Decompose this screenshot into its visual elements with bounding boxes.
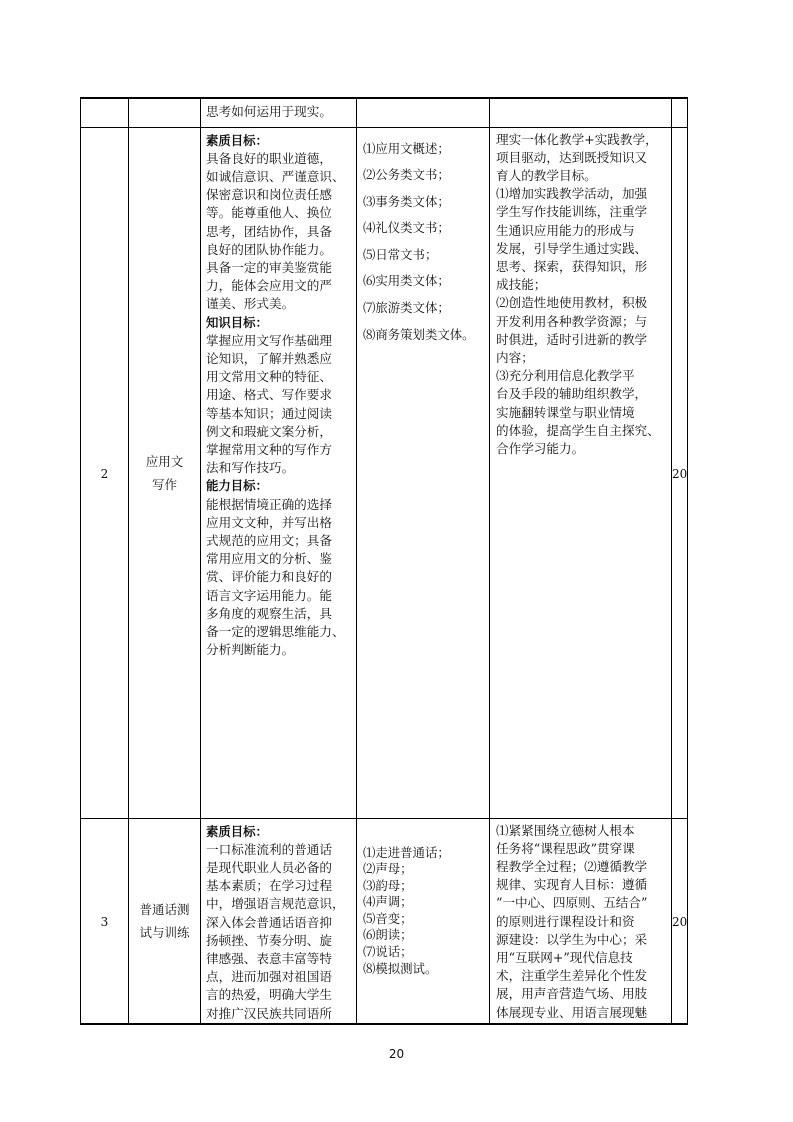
content-item: ⑷礼仪类文书； [363, 220, 450, 236]
table-row [81, 127, 688, 818]
cell-contents [357, 127, 490, 818]
method-line: 内容； [496, 349, 534, 365]
method-line: 规律、实现育人目标：遵循 [496, 877, 648, 893]
method-line: 任务将“课程思政”贯穿课 [496, 840, 635, 856]
method-line: 台及手段的辅助组织教学， [496, 386, 648, 402]
method-line: 项目驱动，达到既授知识又 [496, 149, 648, 165]
content-item: ⑵声母； [363, 861, 413, 877]
goal-line: 扬顿挫、节奏分明、旋 [206, 932, 332, 948]
goal-line: 具备良好的职业道德， [206, 150, 332, 166]
content-item: ⑴应用文概述； [363, 140, 450, 156]
goal-line: 用途、格式、写作要求 [206, 387, 332, 403]
content-item: ⑺旅游类文体； [363, 300, 450, 316]
goal-line: 掌握常用文种的写作方 [206, 441, 332, 457]
cell-methods [490, 818, 672, 1024]
goal-line: 分析判断能力。 [206, 642, 295, 658]
goal-line: 等基本知识；通过阅读 [206, 405, 332, 421]
goal-line: 语言文字运用能力。能 [206, 587, 332, 603]
cell-contents [357, 818, 490, 1024]
goal-line: 保密意识和岗位责任感 [206, 187, 332, 203]
method-line: 程教学全过程；⑵遵循教学 [496, 858, 648, 874]
goal-line: 法和写作技巧。 [206, 460, 295, 476]
content-item: ⑹实用类文体； [363, 273, 450, 289]
goal-line: 是现代职业人员必备的 [206, 859, 332, 875]
content-item: ⑴走进普通话； [363, 844, 450, 860]
course-name-line: 试与训练 [139, 924, 190, 940]
method-line: 术，注重学生差异化个性发 [496, 968, 648, 984]
method-line: 时俱进，适时引进新的教学 [496, 331, 648, 347]
method-line: 学生写作技能训练，注重学 [496, 204, 648, 220]
content-item: ⑺说话； [363, 944, 413, 960]
methods-list [490, 819, 671, 1022]
goal-line: 良好的团队协作能力。 [206, 241, 332, 257]
cell-course-name [129, 127, 201, 818]
course-name-line: 普通话测 [139, 901, 190, 917]
method-line: ⑴紧紧围绕立德树人根本 [496, 822, 635, 838]
course-name-line: 应用文 [145, 453, 184, 469]
method-line: 源建设：以学生为中心；采 [496, 931, 648, 947]
course-table [80, 97, 688, 1025]
goal-line: 具备一定的审美鉴赏能 [206, 259, 332, 275]
goal-line: 例文和瑕疵文案分析， [206, 423, 332, 439]
goal-line: 言的热爱，明确大学生 [206, 987, 332, 1003]
methods-list [490, 128, 671, 459]
method-line: ⑶充分利用信息化教学平 [496, 368, 635, 384]
goal-line: 对推广汉民族共同语所 [206, 1005, 332, 1021]
cell-goals [201, 98, 357, 127]
method-line: 实施翻转课堂与职业情境 [496, 404, 635, 420]
content-item: ⑻模拟测试。 [363, 960, 438, 976]
method-line: 育人的教学目标。 [496, 167, 597, 183]
method-line: 成技能； [496, 277, 547, 293]
content-item: ⑹朗读； [363, 927, 413, 943]
method-line: 用“互联网+”现代信息技 [496, 949, 633, 965]
goal-line: 用文常用文种的特征、 [206, 369, 332, 385]
content-item: ⑻商务策划类文体。 [363, 326, 475, 342]
goal-heading: 素质目标： [206, 132, 268, 148]
cell-course-name [129, 818, 201, 1024]
goal-line: 赏、评价能力和良好的 [206, 569, 332, 585]
cell-methods [490, 98, 672, 127]
goal-line: 思考，团结协作，具备 [206, 223, 332, 239]
contents-list [357, 128, 489, 349]
cell-contents [357, 98, 490, 127]
method-line: 理实一体化教学+实践教学， [496, 131, 658, 147]
contents-list [357, 819, 489, 978]
goal-line: 等。能尊重他人、换位 [206, 205, 332, 221]
cell-goals [201, 818, 357, 1024]
goal-heading: 素质目标： [206, 823, 268, 839]
cell-hours: 20 [672, 818, 688, 1024]
method-line: 生通识应用能力的形成与 [496, 222, 635, 238]
goal-line: 思考如何运用于现实。 [206, 104, 332, 119]
page-number: 20 [388, 1047, 405, 1061]
goal-line: 如诚信意识、严谨意识、 [206, 168, 345, 184]
cell-number: 3 [81, 818, 129, 1024]
method-line: 的体验，提高学生自主探究、 [496, 422, 660, 438]
course-name-line: 写作 [151, 476, 177, 492]
method-line: 体展现专业、用语言展现魅 [496, 1004, 648, 1020]
method-line: ⑴增加实践教学活动，加强 [496, 186, 648, 202]
content-item: ⑶韵母； [363, 877, 413, 893]
method-line: 展，用声音营造气场、用肢 [496, 986, 648, 1002]
goal-line: 一口标准流利的普通话 [206, 841, 332, 857]
cell-number: 2 [81, 127, 129, 818]
goal-heading: 知识目标： [206, 314, 268, 330]
content-item: ⑶事务类文体； [363, 193, 450, 209]
cell-number [81, 98, 129, 127]
method-line: 开发利用各种教学资源；与 [496, 313, 648, 329]
goal-line: 多角度的观察生活，具 [206, 605, 332, 621]
method-line: 发展，引导学生通过实践、 [496, 240, 648, 256]
content-item: ⑸音变； [363, 910, 413, 926]
goals-list [201, 819, 356, 1023]
goal-line: 律感强、表意丰富等特 [206, 950, 332, 966]
content-item: ⑵公务类文书； [363, 167, 450, 183]
goal-line: 备一定的逻辑思维能力、 [206, 623, 345, 639]
goal-line: 基本素质；在学习过程 [206, 878, 332, 894]
goals-list [201, 99, 356, 121]
goal-line: 点，进而加强对祖国语 [206, 969, 332, 985]
cell-hours [672, 98, 688, 127]
table-row [81, 98, 688, 127]
goal-line: 中，增强语言规范意识， [206, 896, 345, 912]
cell-goals [201, 127, 357, 818]
content-item: ⑸日常文书； [363, 246, 438, 262]
goal-line: 应用文文种，并写出格 [206, 514, 332, 530]
content-item: ⑷声调； [363, 894, 413, 910]
method-line: 的原则进行课程设计和资 [496, 913, 635, 929]
cell-course-name [129, 98, 201, 127]
cell-methods [490, 127, 672, 818]
goals-list [201, 128, 356, 660]
table-row [81, 818, 688, 1024]
method-line: 思考、探索，获得知识，形 [496, 258, 648, 274]
goal-heading: 能力目标： [206, 478, 268, 494]
goal-line: 常用应用文的分析、鉴 [206, 551, 332, 567]
goal-line: 掌握应用文写作基础理 [206, 332, 332, 348]
method-line: ⑵创造性地使用教材，积极 [496, 295, 648, 311]
method-line: “一中心、四原则、五结合” [496, 895, 648, 911]
method-line: 合作学习能力。 [496, 440, 585, 456]
goal-line: 能根据情境正确的选择 [206, 496, 332, 512]
goal-line: 力，能体会应用文的严 [206, 278, 332, 294]
goal-line: 论知识，了解并熟悉应 [206, 350, 332, 366]
goal-line: 式规范的应用文；具备 [206, 532, 332, 548]
cell-hours: 20 [672, 127, 688, 818]
goal-line: 深入体会普通话语音抑 [206, 914, 332, 930]
goal-line: 谨美、形式美。 [206, 296, 295, 312]
